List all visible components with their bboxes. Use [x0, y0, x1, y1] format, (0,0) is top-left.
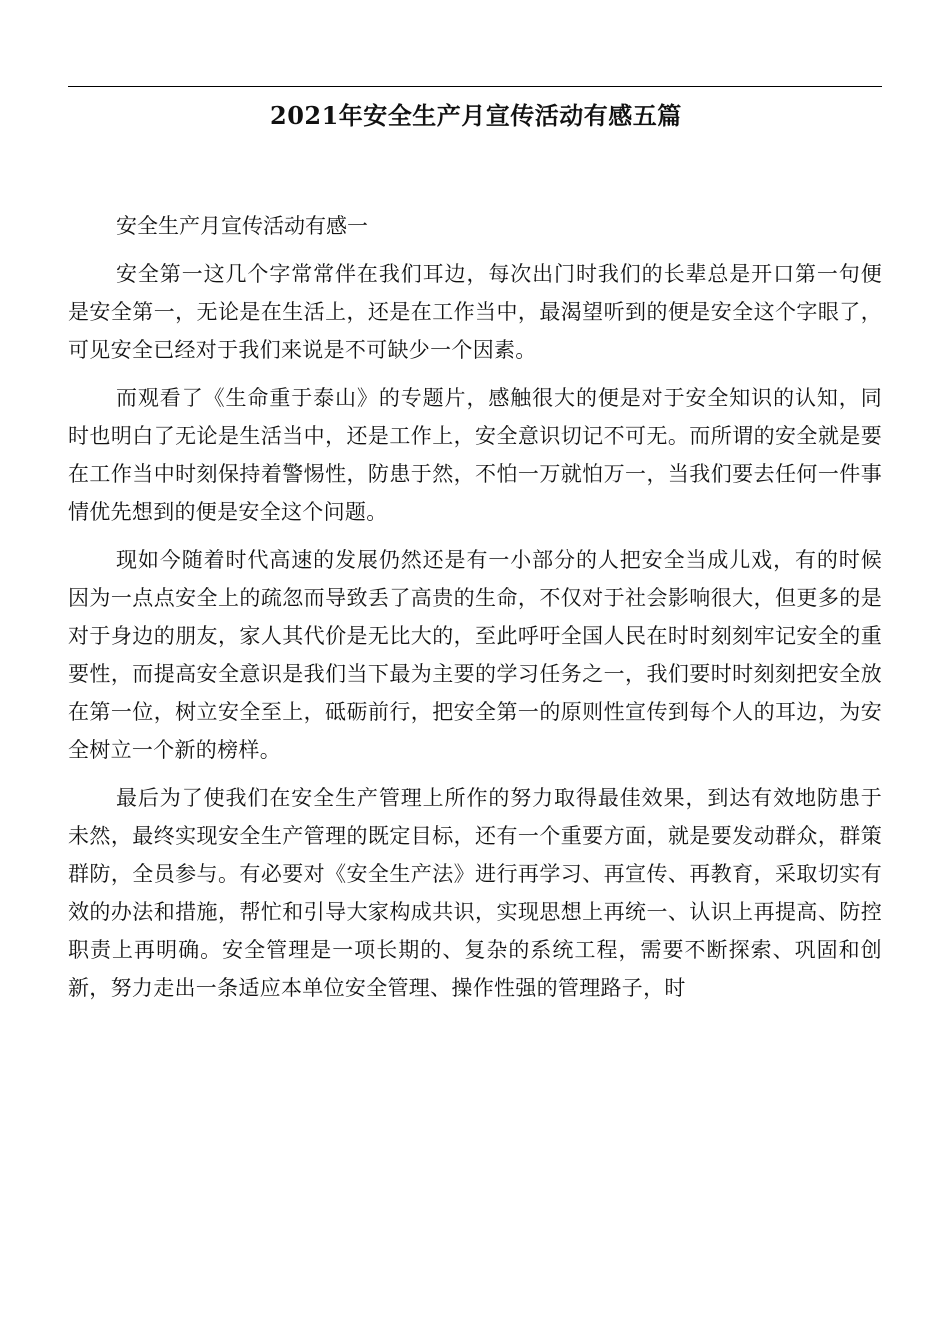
section-heading: 安全生产月宣传活动有感一	[116, 214, 368, 238]
document-title: 2021年安全生产月宣传活动有感五篇	[270, 101, 682, 130]
paragraph-2: 而观看了《生命重于泰山》的专题片，感触很大的便是对于安全知识的认知，同时也明白了无论是生活当中，还是工作上，安全意识切记不可无。而所谓的安全就是要在工作当中时刻保持着警惕性，防患于然，不怕一万就怕万一，当我们要去任何一件事情优先想到的便是安全这个问题。	[68, 386, 882, 524]
document-body	[68, 207, 882, 1017]
paragraph-4: 最后为了使我们在安全生产管理上所作的努力取得最佳效果，到达有效地防患于未然，最终实现安全生产管理的既定目标，还有一个重要方面，就是要发动群众，群策群防，全员参与。有必要对《安全生产法》进行再学习、再宣传、再教育，采取切实有效的办法和措施，帮忙和引导大家构成共识，实现思想上再统一、认识上再提高、防控职责上再明确。安全管理是一项长期的、复杂的系统工程，需要不断探索、巩固和创新，努力走出一条适应本单位安全管理、操作性强的管理路子，时	[68, 786, 882, 1000]
header-rule	[68, 86, 882, 87]
paragraph-1: 安全第一这几个字常常伴在我们耳边，每次出门时我们的长辈总是开口第一句便是安全第一，无论是在生活上，还是在工作当中，最渴望听到的便是安全这个字眼了，可见安全已经对于我们来说是不可缺少一个因素。	[68, 262, 882, 362]
paragraph-3: 现如今随着时代高速的发展仍然还是有一小部分的人把安全当成儿戏，有的时候因为一点点安全上的疏忽而导致丢了高贵的生命，不仅对于社会影响很大，但更多的是对于身边的朋友，家人其代价是无比大的，至此呼吁全国人民在时时刻刻牢记安全的重要性，而提高安全意识是我们当下最为主要的学习任务之一，我们要时时刻刻把安全放在第一位，树立安全至上，砥砺前行，把安全第一的原则性宣传到每个人的耳边，为安全树立一个新的榜样。	[68, 548, 882, 762]
